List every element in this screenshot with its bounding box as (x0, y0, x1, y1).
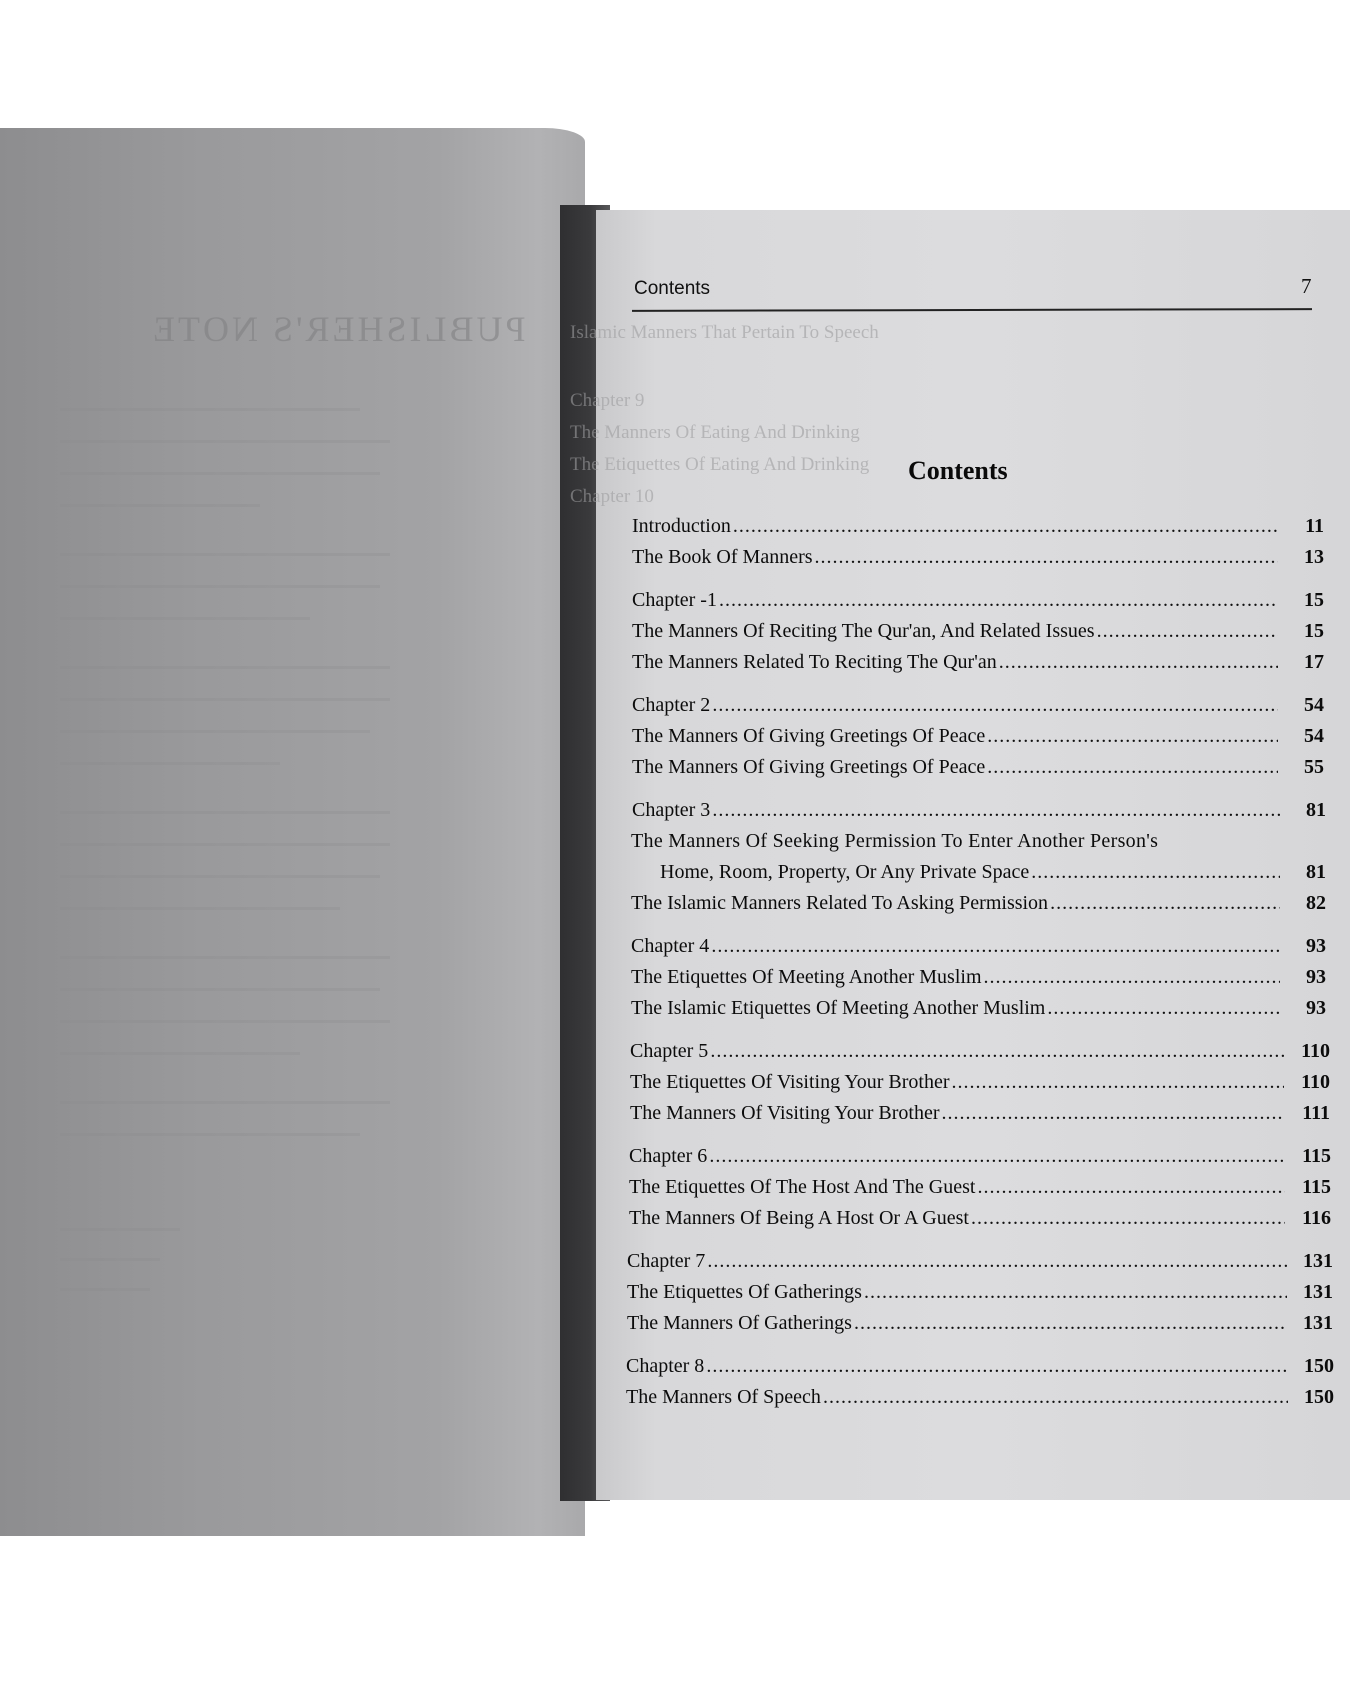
toc-entry (630, 1040, 1330, 1063)
toc-entry-label: The Manners Related To Reciting The Qur'an (632, 651, 997, 673)
toc-entry (629, 1176, 1331, 1199)
left-page-bleed-through (0, 128, 585, 1536)
toc-leader (971, 1207, 1285, 1230)
toc-entry-label: Chapter 7 (627, 1250, 706, 1272)
toc-entry (631, 892, 1326, 915)
toc-entry-page: 150 (1304, 1386, 1334, 1408)
toc-entry-page: 116 (1302, 1207, 1331, 1229)
toc-entry-label: The Islamic Manners Related To Asking Permission (631, 892, 1049, 914)
toc-entry-page: 15 (1304, 589, 1324, 611)
running-head: Contents (634, 278, 711, 299)
toc-entry-label: The Etiquettes Of Visiting Your Brother (630, 1071, 950, 1093)
toc-entry (660, 861, 1326, 884)
toc-entry-label: Chapter 3 (632, 799, 711, 821)
toc-entry-page: 15 (1304, 620, 1324, 642)
toc-entry-label: Chapter 6 (629, 1145, 708, 1167)
ghost-title: PUBLISHER'S NOTE (150, 309, 526, 349)
toc-entry-page: 93 (1306, 966, 1326, 988)
toc-entry-label: The Manners Of Visiting Your Brother (630, 1102, 940, 1124)
toc-leader (984, 966, 1281, 989)
toc-entry-label: The Etiquettes Of Meeting Another Muslim (631, 966, 982, 988)
toc-entry-page: 54 (1304, 725, 1324, 747)
toc-entry-label: The Manners Of Being A Host Or A Guest (629, 1207, 969, 1229)
toc-entry-label: The Etiquettes Of Gatherings (627, 1281, 862, 1303)
toc-entry-page: 115 (1302, 1176, 1331, 1198)
toc-entry-label: Chapter 5 (630, 1040, 709, 1062)
toc-entry-page: 81 (1306, 861, 1326, 883)
toc-entry (632, 546, 1324, 569)
bleed-through-line: Islamic Manners That Pertain To Speech (570, 322, 879, 343)
toc-entry (632, 756, 1324, 779)
toc-entry (626, 1386, 1334, 1409)
toc-entry-label: The Manners Of Giving Greetings Of Peace (632, 725, 986, 747)
page-number: 7 (1301, 274, 1312, 298)
toc-entry-label: The Manners Of Reciting The Qur'an, And Related Issues (632, 620, 1095, 642)
toc-entry-label: Chapter 4 (631, 935, 710, 957)
toc-leader (710, 1040, 1284, 1063)
toc-entry (632, 515, 1324, 538)
toc-entry (630, 1102, 1330, 1125)
toc-leader (999, 651, 1278, 674)
toc-leader (1031, 861, 1280, 884)
toc-entry (627, 1281, 1333, 1304)
toc-entry-page: 17 (1304, 651, 1324, 673)
toc-entry-label: Chapter 8 (626, 1355, 705, 1377)
bleed-through-line: The Etiquettes Of Eating And Drinking (570, 454, 870, 475)
toc-entry-page: 111 (1302, 1102, 1330, 1124)
toc-leader (864, 1281, 1287, 1304)
toc-entry-label: The Manners Of Gatherings (627, 1312, 852, 1334)
toc-entry-label: Home, Room, Property, Or Any Private Space (660, 861, 1030, 883)
right-page (570, 210, 1350, 1500)
toc-entry (631, 997, 1326, 1020)
toc-leader (711, 935, 1280, 958)
toc-entry-page: 131 (1303, 1281, 1333, 1303)
toc-entry-page: 93 (1306, 997, 1326, 1019)
toc-entry-page: 11 (1305, 515, 1324, 537)
left-page (0, 128, 585, 1536)
toc-leader (942, 1102, 1284, 1125)
toc-leader (709, 1145, 1285, 1168)
toc-leader (733, 515, 1278, 538)
bleed-through-line: Chapter 10 (570, 486, 654, 507)
toc-entry (632, 589, 1324, 612)
toc-leader (815, 546, 1278, 569)
toc-entry-page: 81 (1306, 799, 1326, 821)
toc-leader (987, 725, 1278, 748)
toc-leader (823, 1386, 1288, 1409)
toc-leader (977, 1176, 1285, 1199)
toc-leader (987, 756, 1278, 779)
toc-leader (1097, 620, 1278, 643)
toc-entry (629, 1145, 1331, 1168)
toc-entry-label: The Etiquettes Of The Host And The Guest (629, 1176, 976, 1198)
toc-leader (1050, 892, 1280, 915)
toc-entry-page: 93 (1306, 935, 1326, 957)
toc-entry (632, 799, 1326, 822)
toc-entry-label: The Manners Of Speech (626, 1386, 821, 1408)
toc-entry-label: The Islamic Etiquettes Of Meeting Another Muslim (631, 997, 1046, 1019)
toc-leader (707, 1250, 1287, 1273)
toc-leader (712, 694, 1278, 717)
toc-entry-page: 110 (1301, 1040, 1330, 1062)
toc-entry (632, 694, 1324, 717)
toc-entry (626, 1355, 1334, 1378)
toc-entry-page: 115 (1302, 1145, 1331, 1167)
toc-entry-page: 54 (1304, 694, 1324, 716)
toc-entry (627, 1250, 1333, 1273)
toc-entry-label: The Manners Of Giving Greetings Of Peace (632, 756, 986, 778)
toc-entry-page: 110 (1301, 1071, 1330, 1093)
toc-entry (631, 966, 1326, 989)
toc-leader (854, 1312, 1287, 1335)
toc-leader (1047, 997, 1280, 1020)
toc-entry-label: The Book Of Manners (632, 546, 813, 568)
toc-entry-label: Introduction (632, 515, 731, 537)
toc-entry-page: 131 (1303, 1312, 1333, 1334)
toc-entry-label: Chapter 2 (632, 694, 711, 716)
toc-leader (712, 799, 1280, 822)
toc-entry-page: 55 (1304, 756, 1324, 778)
toc-entry (627, 1312, 1333, 1335)
toc-entry-label: Chapter -1 (632, 589, 717, 611)
toc-entry-label: The Manners Of Seeking Permission To Enter Another Person's (631, 830, 1159, 852)
bleed-through-line: The Manners Of Eating And Drinking (570, 422, 860, 443)
toc-entry-page: 131 (1303, 1250, 1333, 1272)
toc-entry (632, 620, 1324, 643)
toc-entry-page: 82 (1306, 892, 1326, 914)
toc-entry (629, 1207, 1331, 1230)
toc-leader (706, 1355, 1288, 1378)
toc-entry (632, 725, 1324, 748)
toc-title: Contents (908, 456, 1008, 485)
toc-entry-page: 150 (1304, 1355, 1334, 1377)
toc-leader (952, 1071, 1284, 1094)
toc-entry (630, 1071, 1330, 1094)
toc-entry (632, 651, 1324, 674)
toc-entry (631, 935, 1326, 958)
bleed-through-line: Chapter 9 (570, 390, 645, 411)
toc-entry-page: 13 (1304, 546, 1324, 568)
toc-leader (719, 589, 1278, 612)
table-of-contents (596, 210, 1350, 1500)
